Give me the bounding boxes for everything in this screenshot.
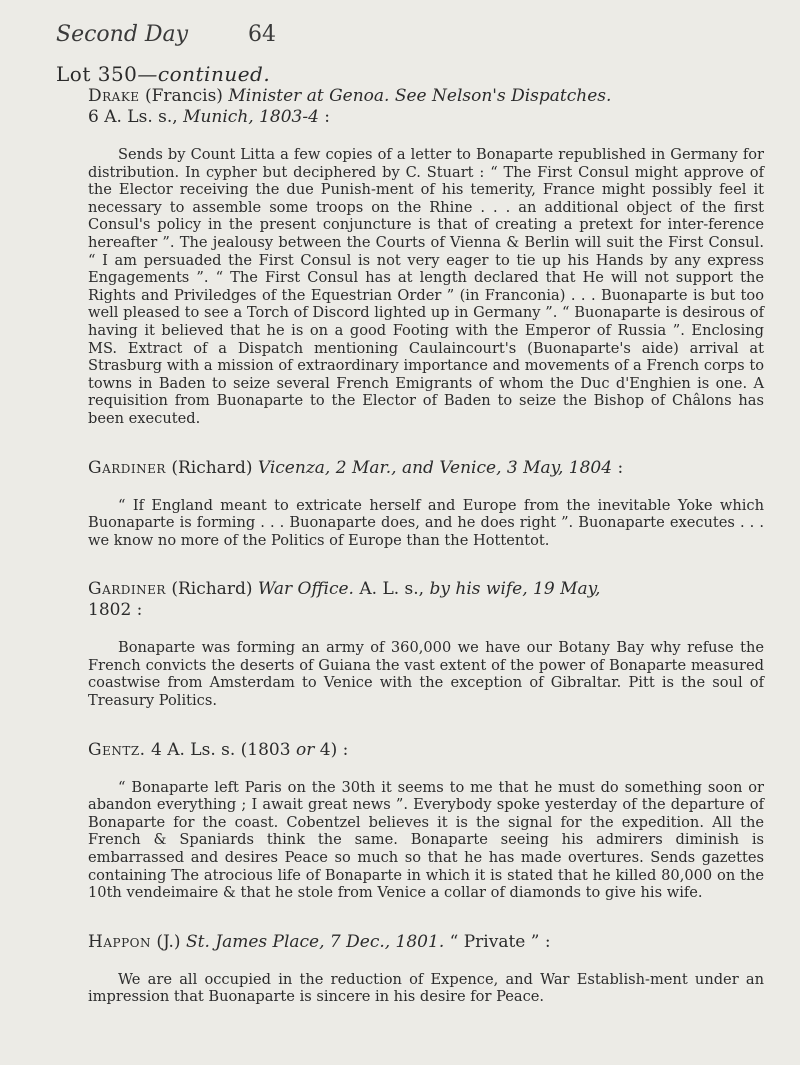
- entry-place-date: Munich, 1803-4: [183, 107, 319, 127]
- entry-heading: [88, 740, 764, 761]
- entry-private: “ Private ” :: [444, 931, 551, 952]
- entry-heading-line2: [88, 107, 764, 128]
- entry-colon: :: [318, 107, 331, 127]
- entry-count: 4 A. Ls. s. (1803: [145, 739, 296, 760]
- lot-heading: [56, 62, 270, 86]
- author-initial: (Richard): [165, 579, 258, 600]
- running-head: [56, 22, 756, 50]
- entry-description: St. James Place, 7 Dec., 1801.: [185, 931, 445, 952]
- author-name: Happon: [88, 931, 151, 952]
- entry-colon: :: [612, 457, 624, 478]
- entry-text: “ Bonaparte left Paris on the 30th it seems to me that he must do something soon or abandon everything ; I await great news ”. Everybody spoke yesterday of the departure of Bonaparte for the coast. Cobentzel believes it is the signal for the expedition. All the French & Spaniards think the same. Bonaparte seeing his admirers diminish is embarrassed and desires Peace so much so that he has made overtures. Sends gazettes containing The atrocious life of Bonaparte in which it is stated that he killed 80,000 on the 10th vendeimaire & that he stole from Venice a collar of diamonds to give his wife.: [88, 778, 764, 902]
- entry-count: 6 A. Ls. s.,: [88, 107, 184, 127]
- entry-place-date: by his wife, 19 May,: [429, 579, 601, 600]
- entry-count: A. L. s.,: [353, 579, 430, 600]
- entry-colon: 4) :: [314, 739, 349, 760]
- author-initial: (J.): [150, 931, 186, 952]
- entry-year: 1802 :: [88, 600, 143, 621]
- author-name: Gentz.: [88, 739, 146, 760]
- entry-text: Sends by Count Litta a few copies of a letter to Bonaparte republished in Germany for distribution. In cypher but deciphered by C. Stuart : “ The First Consul might approve of the Elector receiving the due Punish-ment of his temerity, France might possibly feel it necessary to assemble some troops on the Rhine . . . an additional object of the first Consul's policy in the present conjuncture is that of creating a pretext for inter-ference hereafter ”. The jealousy between the Courts of Vienna & Berlin will suit the First Consul. “ I am persuaded the First Consul is not very eager to tie up his Hands by any express Engagements ”. “ The First Consul has at length declared that He will not support the Rights and Priviledges of the Equestrian Order ” (in Franconia) . . . Buonaparte is but too well pleased to see a Torch of Discord lighted up in Germany ”. “ Buonaparte is desirous of having it believed that he is on a good Footing with the Emperor of Russia ”. Enclosing MS. Extract of a Dispatch mentioning Caulaincourt's (Buonaparte's aide) arrival at Strasburg with a mission of extraordinary importance and movements of a French corps to towns in Baden to seize several French Emigrants of whom the Duc d'Enghien is one. A requisition from Buonaparte to the Elector of Baden to seize the Bishop of Châlons has been executed.: [88, 146, 764, 427]
- author-initial: (Richard): [165, 457, 258, 478]
- entry-heading: [88, 932, 764, 953]
- entry-description: War Office.: [257, 579, 354, 600]
- entry-gardiner-1: [88, 458, 764, 550]
- author-name: Drake: [88, 86, 140, 106]
- lot-label: Lot 350: [56, 62, 138, 86]
- running-title: Second Day: [56, 22, 189, 47]
- entry-text: “ If England meant to extricate herself and Europe from the inevitable Yoke which Buonaparte is forming . . . Buonaparte does, and he does right ”. Buonaparte executes . . . we know no more of the Politics of Europe than the Hottentot.: [88, 496, 764, 549]
- entry-description: Minister at Genoa. See Nelson's Dispatches.: [228, 86, 612, 106]
- entry-heading: [88, 86, 764, 107]
- entry-heading: [88, 458, 764, 479]
- entry-happon: [88, 932, 764, 1006]
- entry-drake: [88, 86, 764, 428]
- entry-text: Bonaparte was forming an army of 360,000 we have our Botany Bay why refuse the French convicts the deserts of Guiana the vast extent of the power of Bonaparte measured coastwise from Amsterdam to Venice with the exception of Gibraltar. Pitt is the soul of Treasury Politics.: [88, 639, 764, 710]
- document-body: [88, 86, 764, 1006]
- entry-description: Vicenza, 2 Mar., and Venice, 3 May, 1804: [257, 457, 613, 478]
- lot-continued: —continued.: [137, 62, 271, 86]
- entry-gentz: [88, 740, 764, 902]
- author-name: Gardiner: [88, 579, 166, 600]
- entry-heading: [88, 579, 764, 600]
- entry-gardiner-2: [88, 579, 764, 709]
- page-number: 64: [248, 22, 276, 47]
- author-name: Gardiner: [88, 457, 166, 478]
- entry-text: We are all occupied in the reduction of Expence, and War Establish-ment under an impression that Buonaparte is sincere in his desire for Peace.: [88, 970, 764, 1006]
- author-initial: (Francis): [139, 86, 229, 106]
- entry-heading-line2: [88, 600, 764, 621]
- entry-or: or: [295, 739, 315, 760]
